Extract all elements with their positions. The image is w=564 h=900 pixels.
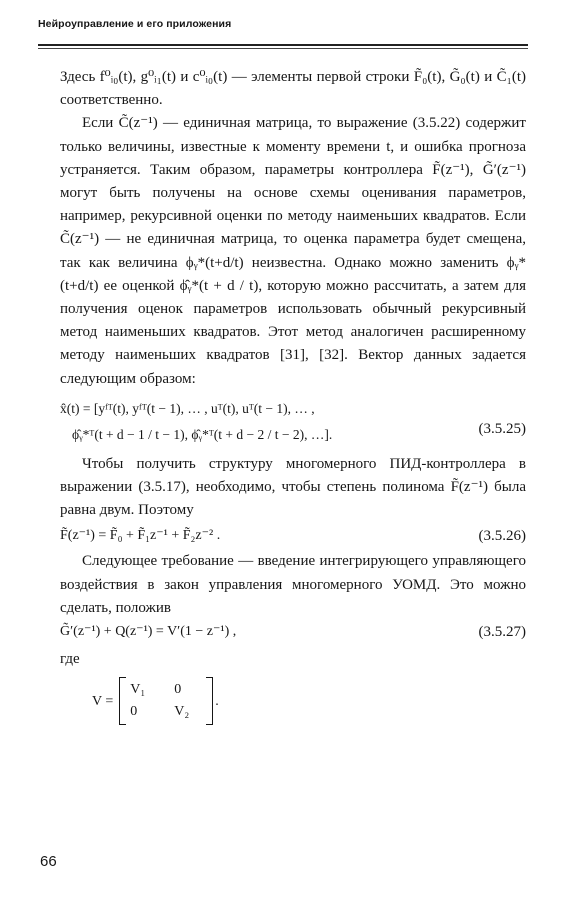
equation-line: ϕ̂ᵧ*ᵀ(t + d − 1 / t − 1), ϕ̂ᵧ*ᵀ(t + d − 2 / t − 2), …]. bbox=[72, 426, 333, 442]
equation-number: (3.5.26) bbox=[478, 528, 526, 545]
equation-number: (3.5.27) bbox=[478, 624, 526, 641]
matrix-period: . bbox=[215, 693, 219, 709]
matrix-cell: V₂ bbox=[174, 704, 190, 720]
page-number: 66 bbox=[40, 853, 57, 870]
matrix-body bbox=[126, 679, 206, 723]
page-body bbox=[60, 66, 526, 725]
header-rule-thick bbox=[38, 44, 528, 46]
matrix-left-bracket bbox=[119, 677, 126, 725]
paragraph-estimation: Если C̃(z⁻¹) — единичная матрица, то выражение (3.5.22) содержит только величины, известные к моменту времени t, и ошибка прогноза устраняется. Таким образом, параметры контроллера F̃(z⁻¹), G̃′(z⁻¹) могут быть получены на основе схемы оценивания параметров, например, рекурсивной оценки по методу наименьших квадратов. Если C̃(z⁻¹) — не единичная матрица, то оценка параметра будет смещена, так как величина ϕᵧ*(t+d/t) неизвестна. Однако можно заменить ϕᵧ*(t+d/t) ее оценкой ϕ̂ᵧ*(t + d / t), которую можно рассчитать, а затем для получения оценок параметров использовать обычный рекурсивный метод наименьших квадратов. Этот метод аналогичен расширенному методу наименьших квадратов [31], [32]. Вектор данных задается следующим образом: bbox=[60, 115, 526, 387]
equation-line: x̂(t) = [yᶠᵀ(t), yᶠᵀ(t − 1), … , uᵀ(t), uᵀ(t − 1), … , bbox=[60, 400, 315, 416]
equation-number: (3.5.25) bbox=[478, 420, 526, 437]
equation-3-5-27 bbox=[60, 622, 526, 642]
matrix-lhs: V = bbox=[92, 693, 114, 709]
equation-line: F̃(z⁻¹) = F̃₀ + F̃₁z⁻¹ + F̃₂z⁻² . bbox=[60, 528, 221, 544]
paragraph-definitions: Здесь f⁰ᵢ₀(t), g⁰ᵢ₁(t) и c⁰ᵢ₀(t) — элементы первой строки F̃₀(t), G̃₀(t) и C̃₁(t) соответственно. bbox=[60, 69, 526, 109]
matrix-cell: V₁ bbox=[130, 682, 146, 698]
matrix-cell: 0 bbox=[130, 704, 138, 720]
matrix-cell: 0 bbox=[174, 682, 182, 698]
header-rule-thin bbox=[38, 48, 528, 49]
matrix-equation bbox=[92, 677, 526, 725]
matrix-right-bracket bbox=[206, 677, 213, 725]
where-label: где bbox=[60, 651, 80, 668]
paragraph-pid-structure: Чтобы получить структуру многомерного ПИД-контроллера в выражении (3.5.17), необходимо, чтобы степень полинома F̃(z⁻¹) была равна двум. Поэтому bbox=[60, 455, 526, 519]
paragraph-integral-action: Следующее требование — введение интегрирующего управляющего воздействия в закон управления многомерного УОМД. Это можно сделать, положив bbox=[60, 553, 526, 616]
equation-3-5-25 bbox=[60, 399, 526, 445]
equation-line: G̃′(z⁻¹) + Q(z⁻¹) = V′(1 − z⁻¹) , bbox=[60, 624, 237, 640]
equation-3-5-26 bbox=[60, 526, 526, 546]
running-header: Нейроуправление и его приложения bbox=[38, 18, 232, 30]
